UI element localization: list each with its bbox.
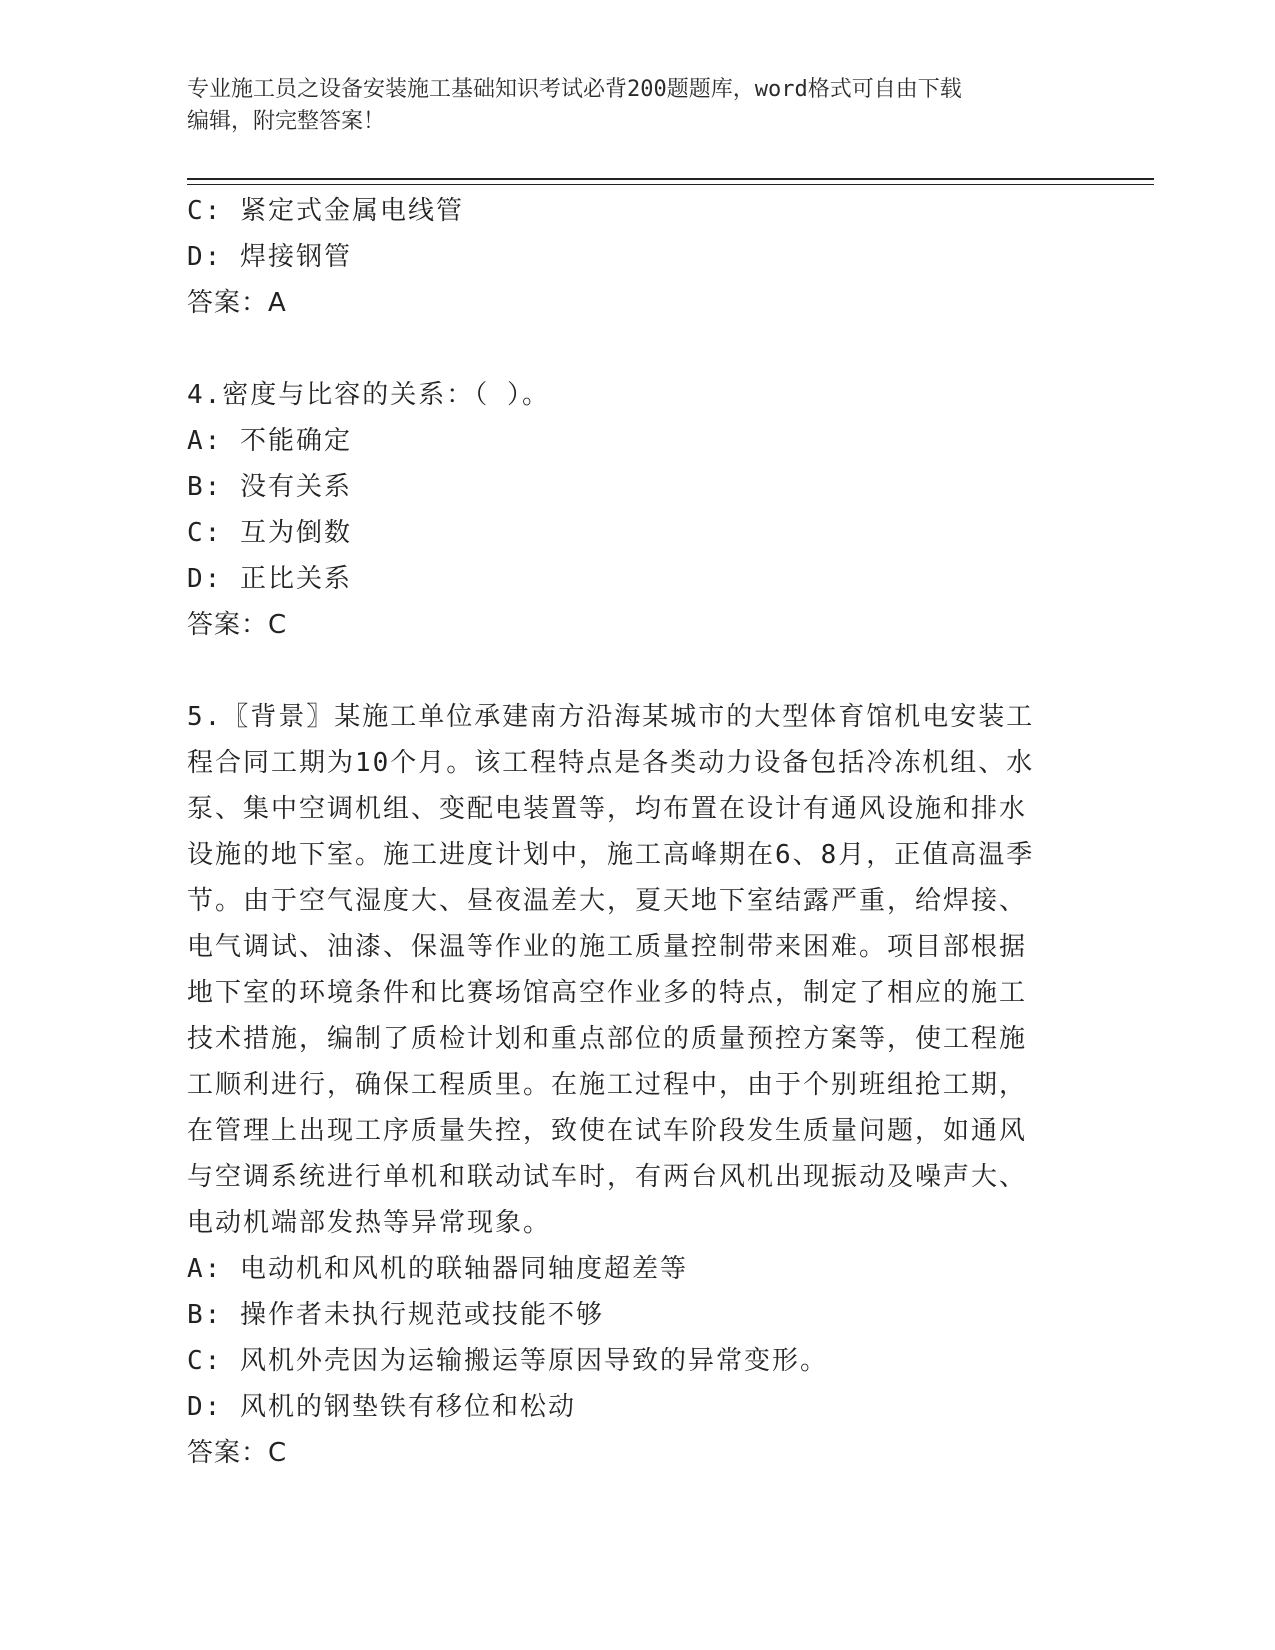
question-text: 4.密度与比容的关系：（ ）。 — [187, 380, 550, 410]
option-b: B: 操作者未执行规范或技能不够 — [187, 1300, 604, 1330]
question-text-line: 工顺利进行，确保工程质里。在施工过程中，由于个别班组抢工期， — [187, 1070, 1028, 1100]
header-line-1: 专业施工员之设备安装施工基础知识考试必背200题题库，word格式可自由下载 — [187, 77, 962, 102]
option-b: B: 没有关系 — [187, 472, 352, 502]
option-c: C: 紧定式金属电线管 — [187, 196, 464, 226]
answer: 答案：C — [187, 610, 288, 640]
option-d: D: 焊接钢管 — [187, 242, 352, 272]
question-4 — [187, 372, 1087, 648]
header-divider-thin — [187, 184, 1154, 185]
document-header — [187, 74, 1067, 138]
question-text-line: 在管理上出现工序质量失控，致使在试车阶段发生质量问题，如通风 — [187, 1116, 1028, 1146]
option-c: C: 互为倒数 — [187, 518, 352, 548]
option-d: D: 风机的钢垫铁有移位和松动 — [187, 1392, 576, 1422]
question-text-line: 设施的地下室。施工进度计划中，施工高峰期在6、8月，正值高温季 — [187, 840, 1035, 870]
question-text-line: 节。由于空气湿度大、昼夜温差大，夏天地下室结露严重，给焊接、 — [187, 886, 1028, 916]
question-text-line: 5.〖背景〗某施工单位承建南方沿海某城市的大型体育馆机电安装工 — [187, 702, 1035, 732]
option-c: C: 风机外壳因为运输搬运等原因导致的异常变形。 — [187, 1346, 828, 1376]
question-text-line: 与空调系统进行单机和联动试车时，有两台风机出现振动及噪声大、 — [187, 1162, 1028, 1192]
option-a: A: 不能确定 — [187, 426, 352, 456]
option-d: D: 正比关系 — [187, 564, 352, 594]
spacer — [187, 648, 1087, 694]
header-divider-thick — [187, 178, 1154, 180]
option-a: A: 电动机和风机的联轴器同轴度超差等 — [187, 1254, 688, 1284]
question-5 — [187, 694, 1087, 1476]
header-line-2: 编辑，附完整答案！ — [187, 109, 386, 134]
question-text-line: 技术措施，编制了质检计划和重点部位的质量预控方案等，使工程施 — [187, 1024, 1028, 1054]
question-content — [187, 188, 1087, 1476]
answer: 答案：A — [187, 288, 287, 318]
question-3-tail — [187, 188, 1087, 326]
question-text-line: 程合同工期为10个月。该工程特点是各类动力设备包括冷冻机组、水 — [187, 748, 1035, 778]
question-text-line: 电气调试、油漆、保温等作业的施工质量控制带来困难。项目部根据 — [187, 932, 1028, 962]
spacer — [187, 326, 1087, 372]
question-text-line: 泵、集中空调机组、变配电装置等，均布置在设计有通风设施和排水 — [187, 794, 1028, 824]
answer: 答案：C — [187, 1438, 288, 1468]
question-text-line: 地下室的环境条件和比赛场馆高空作业多的特点，制定了相应的施工 — [187, 978, 1028, 1008]
question-text-line: 电动机端部发热等异常现象。 — [187, 1208, 552, 1238]
